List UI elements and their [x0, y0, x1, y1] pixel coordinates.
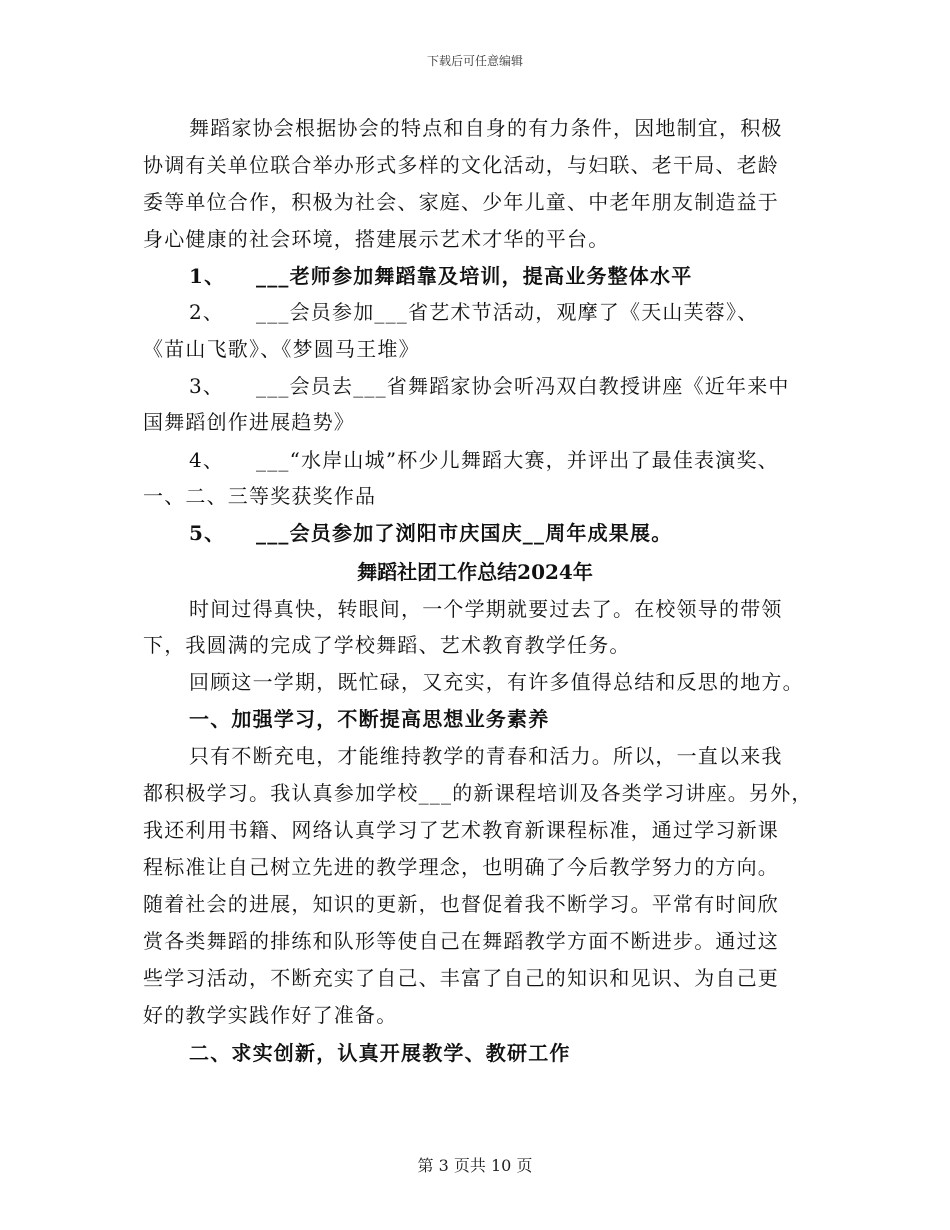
list-item-text: ___会员去___省舞蹈家协会听冯双白教授讲座《近年来中	[256, 374, 790, 398]
list-item-text: ___“水岸山城”杯少儿舞蹈大赛，并评出了最佳表演奖、	[256, 448, 779, 472]
paragraph-line: 我还利用书籍、网络认真学习了艺术教育新课程标准，通过学习新课	[143, 818, 779, 842]
paragraph-line: 好的教学实践作好了准备。	[143, 1003, 398, 1027]
section-heading: 一、加强学习，不断提高思想业务素养	[189, 707, 550, 731]
list-item-number: 5、	[189, 521, 226, 545]
paragraph-line: 都积极学习。我认真参加学校___的新课程培训及各类学习讲座。另外，	[143, 781, 813, 805]
list-item	[189, 374, 790, 398]
paragraph-line: 身心健康的社会环境，搭建展示艺术才华的平台。	[143, 227, 610, 251]
paragraph-line: 下，我圆满的完成了学校舞蹈、艺术教育教学任务。	[143, 633, 631, 657]
list-item	[189, 300, 758, 324]
paragraph-line: 随着社会的进展，知识的更新，也督促着我不断学习。平常有时间欣	[143, 892, 779, 916]
list-item	[189, 448, 779, 472]
list-item-text: ___老师参加舞蹈靠及培训，提高业务整体水平	[256, 264, 693, 288]
paragraph-line: 委等单位合作，积极为社会、家庭、少年儿童、中老年朋友制造益于	[143, 190, 779, 214]
list-item-text: ___会员参加了浏阳市庆国庆__周年成果展。	[256, 521, 673, 545]
paragraph-line: 回顾这一学期，既忙碌，又充实，有许多值得总结和反思的地方。	[189, 670, 804, 694]
list-item	[189, 264, 692, 288]
list-item-number: 1、	[189, 264, 226, 288]
paragraph-line: 协调有关单位联合举办形式多样的文化活动，与妇联、老干局、老龄	[143, 153, 779, 177]
list-item-continuation: 《苗山飞歌》、《梦圆马王堆》	[143, 337, 420, 361]
document-title: 舞蹈社团工作总结2024年	[357, 560, 593, 584]
paragraph-line: 程标准让自己树立先进的教学理念，也明确了今后教学努力的方向。	[143, 855, 779, 879]
page-footer: 第 3 页共 10 页	[417, 1156, 533, 1175]
paragraph-line: 些学习活动，不断充实了自己、丰富了自己的知识和见识、为自己更	[143, 966, 779, 990]
list-item-continuation: 国舞蹈创作进展趋势》	[143, 410, 355, 434]
paragraph-line: 时间过得真快，转眼间，一个学期就要过去了。在校领导的带领	[189, 597, 783, 621]
list-item-number: 3、	[189, 374, 225, 398]
list-item	[189, 521, 672, 545]
paragraph-line: 舞蹈家协会根据协会的特点和自身的有力条件，因地制宜，积极	[189, 116, 783, 140]
paragraph-line: 只有不断充电，才能维持教学的青春和活力。所以，一直以来我	[189, 744, 783, 768]
paragraph-line: 赏各类舞蹈的排练和队形等使自己在舞蹈教学方面不断进步。通过这	[143, 929, 779, 953]
list-item-continuation: 一、二、三等奖获奖作品	[143, 484, 377, 508]
list-item-number: 4、	[189, 448, 225, 472]
section-heading: 二、求实创新，认真开展教学、教研工作	[189, 1041, 571, 1065]
list-item-number: 2、	[189, 300, 225, 324]
page-header: 下载后可任意编辑	[426, 54, 523, 68]
list-item-text: ___会员参加___省艺术节活动，观摩了《天山芙蓉》、	[256, 300, 759, 324]
